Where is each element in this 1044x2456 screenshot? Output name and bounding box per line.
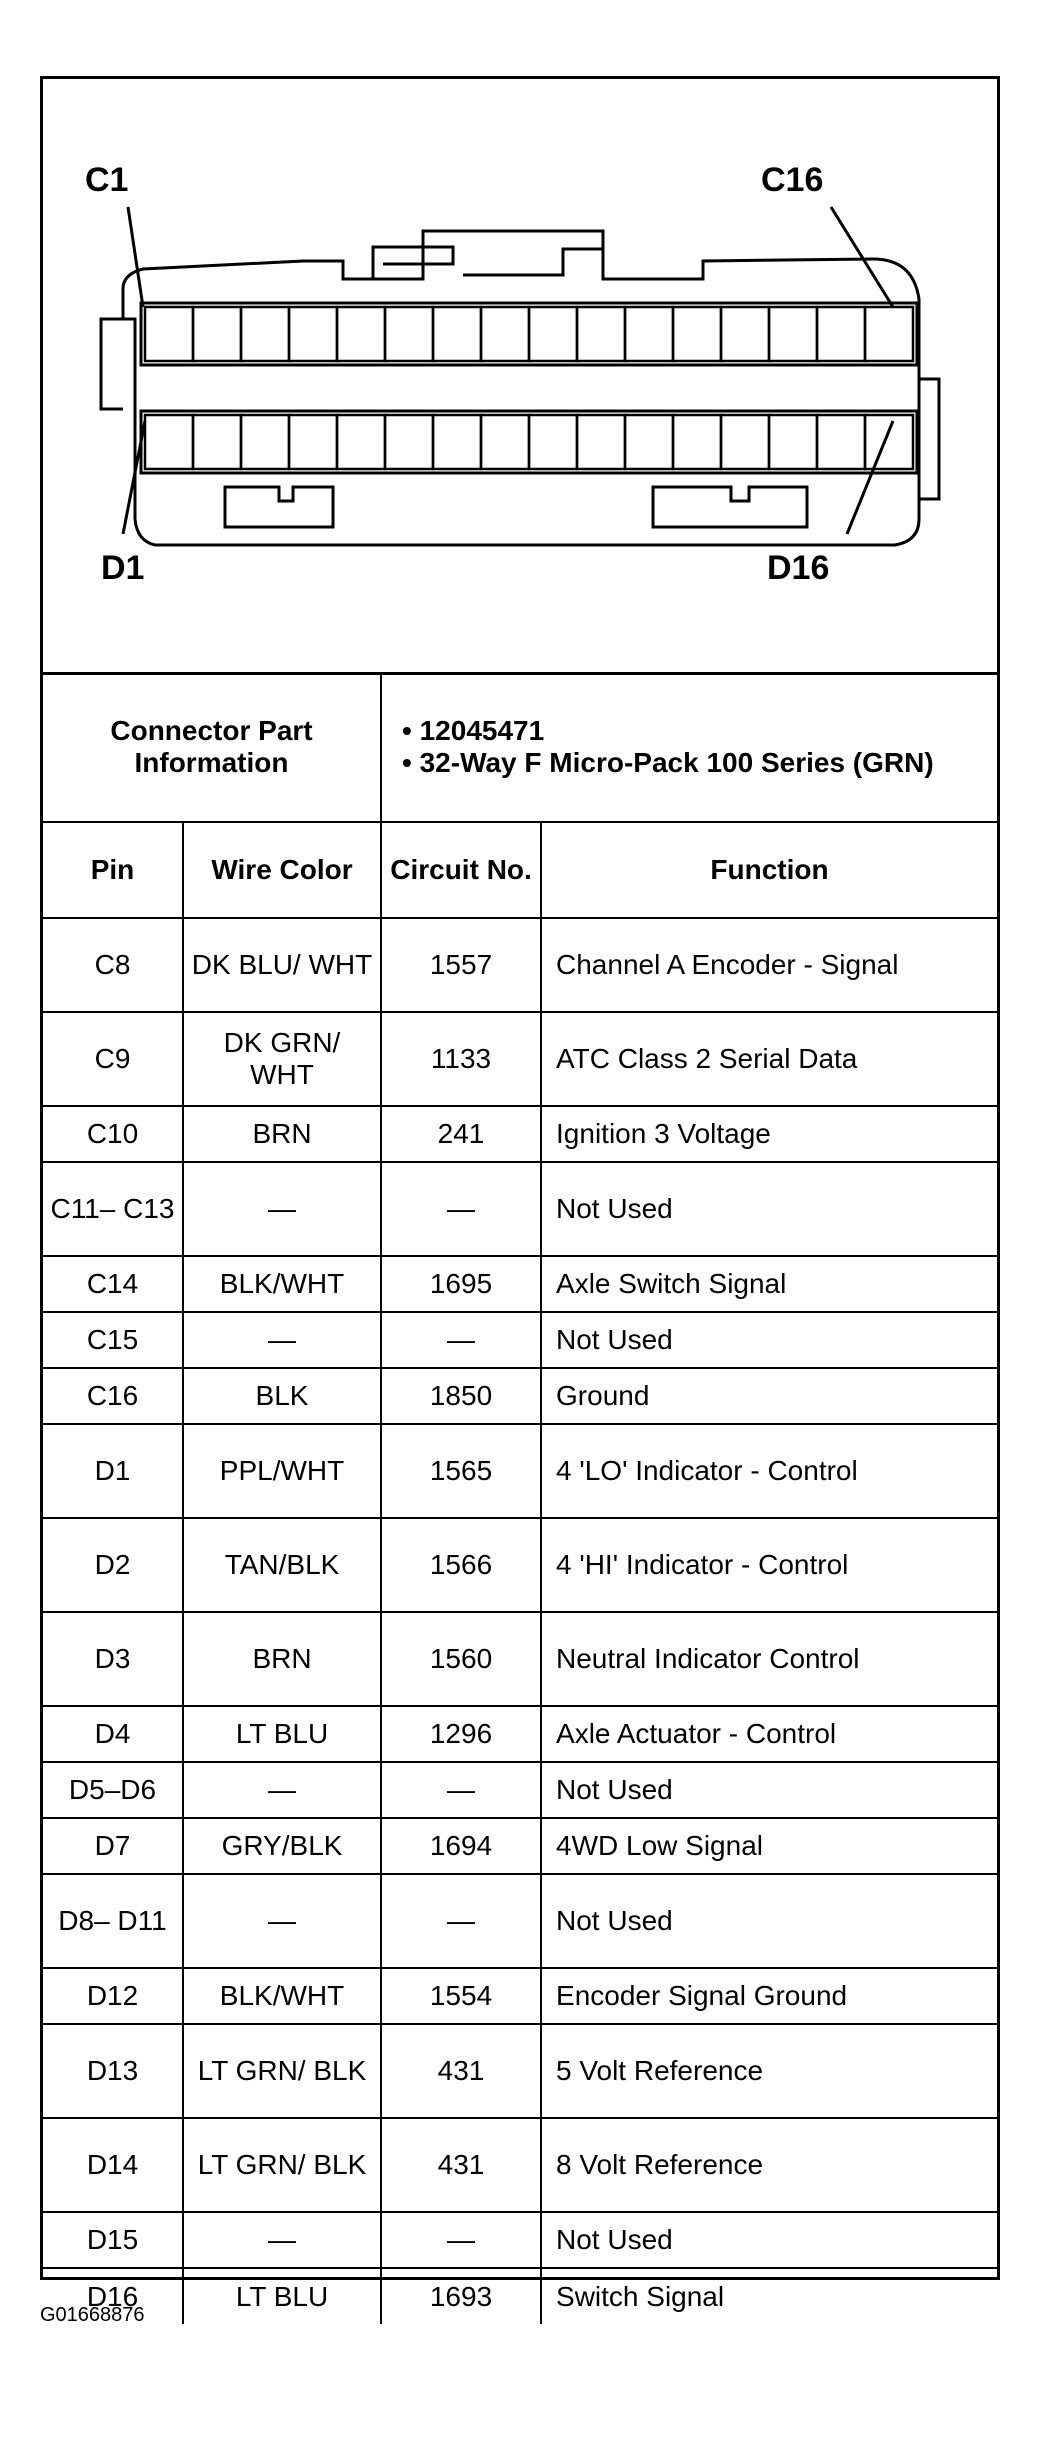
function-cell: Switch Signal <box>541 2268 997 2324</box>
table-row <box>43 1518 997 1612</box>
pin-d12-cavity <box>673 415 721 469</box>
circuit-cell: — <box>381 1162 541 1256</box>
pin-cell: C8 <box>43 918 183 1012</box>
wire-color-cell: — <box>183 1874 381 1968</box>
function-cell: Ignition 3 Voltage <box>541 1106 997 1162</box>
table-row <box>43 918 997 1012</box>
table-row <box>43 1424 997 1518</box>
pin-d5-cavity <box>337 415 385 469</box>
connector-body-outline <box>123 231 919 545</box>
pin-table <box>43 672 997 2324</box>
part-info-row <box>43 672 997 822</box>
header-wire-color: Wire Color <box>183 822 381 918</box>
pin-d7-cavity <box>433 415 481 469</box>
label-d1: D1 <box>101 549 145 587</box>
function-cell: ATC Class 2 Serial Data <box>541 1012 997 1106</box>
connector-key-left <box>225 487 333 527</box>
function-cell: Encoder Signal Ground <box>541 1968 997 2024</box>
pin-cell: C11– C13 <box>43 1162 183 1256</box>
circuit-cell: 1695 <box>381 1256 541 1312</box>
pin-d9-cavity <box>529 415 577 469</box>
table-row <box>43 2024 997 2118</box>
table-row <box>43 1368 997 1424</box>
wire-color-cell: PPL/WHT <box>183 1424 381 1518</box>
circuit-cell: 1557 <box>381 918 541 1012</box>
circuit-cell: 1693 <box>381 2268 541 2324</box>
pin-c6-cavity <box>385 307 433 361</box>
pin-c11-cavity <box>625 307 673 361</box>
pin-row-d <box>141 411 917 473</box>
leader-c16 <box>831 207 893 307</box>
pin-d3-cavity <box>241 415 289 469</box>
pin-d10-cavity <box>577 415 625 469</box>
pin-c7-cavity <box>433 307 481 361</box>
circuit-cell: 1560 <box>381 1612 541 1706</box>
connector-diagram <box>43 79 997 675</box>
wire-color-cell: — <box>183 1312 381 1368</box>
table-row <box>43 1874 997 1968</box>
wire-color-cell: GRY/BLK <box>183 1818 381 1874</box>
pin-cell: C10 <box>43 1106 183 1162</box>
pin-cell: D12 <box>43 1968 183 2024</box>
wire-color-cell: BLK/WHT <box>183 1256 381 1312</box>
pin-d8-cavity <box>481 415 529 469</box>
pin-cell: D2 <box>43 1518 183 1612</box>
table-row <box>43 2268 997 2324</box>
function-cell: Neutral Indicator Control <box>541 1612 997 1706</box>
table-row <box>43 1256 997 1312</box>
wire-color-cell: DK GRN/ WHT <box>183 1012 381 1106</box>
circuit-cell: 1554 <box>381 1968 541 2024</box>
table-row <box>43 1762 997 1818</box>
circuit-cell: 431 <box>381 2118 541 2212</box>
circuit-cell: 1694 <box>381 1818 541 1874</box>
wire-color-cell: DK BLU/ WHT <box>183 918 381 1012</box>
pin-c16-cavity <box>865 307 913 361</box>
pin-d4-cavity <box>289 415 337 469</box>
pin-cell: D14 <box>43 2118 183 2212</box>
connector-key-right <box>653 487 807 527</box>
circuit-cell: — <box>381 1312 541 1368</box>
table-row <box>43 1968 997 2024</box>
pin-cell: C14 <box>43 1256 183 1312</box>
connector-left-tab <box>101 319 123 409</box>
wire-color-cell: TAN/BLK <box>183 1518 381 1612</box>
function-cell: 4 'HI' Indicator - Control <box>541 1518 997 1612</box>
wire-color-cell: BRN <box>183 1612 381 1706</box>
circuit-cell: 1133 <box>381 1012 541 1106</box>
pin-c8-cavity <box>481 307 529 361</box>
pin-cell: C16 <box>43 1368 183 1424</box>
wire-color-cell: BRN <box>183 1106 381 1162</box>
pin-c15-cavity <box>817 307 865 361</box>
pin-cell: D3 <box>43 1612 183 1706</box>
function-cell: 5 Volt Reference <box>541 2024 997 2118</box>
pin-c12-cavity <box>673 307 721 361</box>
function-cell: Axle Actuator - Control <box>541 1706 997 1762</box>
pin-c14-cavity <box>769 307 817 361</box>
connector-face-drawing <box>43 79 997 672</box>
pin-cell: D8– D11 <box>43 1874 183 1968</box>
header-circuit: Circuit No. <box>381 822 541 918</box>
label-d16: D16 <box>767 549 830 587</box>
wire-color-cell: BLK/WHT <box>183 1968 381 2024</box>
table-row <box>43 2118 997 2212</box>
function-cell: Not Used <box>541 1874 997 1968</box>
function-cell: Not Used <box>541 1162 997 1256</box>
pin-d6-cavity <box>385 415 433 469</box>
pin-cell: D13 <box>43 2024 183 2118</box>
wire-color-cell: BLK <box>183 1368 381 1424</box>
table-row <box>43 1312 997 1368</box>
table-row <box>43 1706 997 1762</box>
function-cell: Ground <box>541 1368 997 1424</box>
pin-d11-cavity <box>625 415 673 469</box>
table-row <box>43 1106 997 1162</box>
wire-color-cell: LT GRN/ BLK <box>183 2118 381 2212</box>
function-cell: Axle Switch Signal <box>541 1256 997 1312</box>
pin-cell: C9 <box>43 1012 183 1106</box>
circuit-cell: — <box>381 1874 541 1968</box>
pin-d14-cavity <box>769 415 817 469</box>
part-info-list <box>381 672 997 822</box>
pin-cell: C15 <box>43 1312 183 1368</box>
part-description: • 32-Way F Micro-Pack 100 Series (GRN) <box>402 746 934 778</box>
circuit-cell: — <box>381 2212 541 2268</box>
circuit-cell: 241 <box>381 1106 541 1162</box>
label-c16: C16 <box>761 161 824 199</box>
wire-color-cell: LT BLU <box>183 2268 381 2324</box>
circuit-cell: 1850 <box>381 1368 541 1424</box>
pin-c9-cavity <box>529 307 577 361</box>
connector-sheet <box>40 76 1000 2312</box>
function-cell: Not Used <box>541 1762 997 1818</box>
wire-color-cell: — <box>183 1162 381 1256</box>
part-number: • 12045471 <box>402 714 545 746</box>
function-cell: 8 Volt Reference <box>541 2118 997 2212</box>
pin-row-c <box>141 303 917 365</box>
table-header <box>43 822 997 918</box>
function-cell: Not Used <box>541 1312 997 1368</box>
table-row <box>43 1162 997 1256</box>
pin-cell: D15 <box>43 2212 183 2268</box>
circuit-cell: — <box>381 1762 541 1818</box>
leader-c1 <box>128 207 143 307</box>
wire-color-cell: — <box>183 1762 381 1818</box>
pin-d16-cavity <box>865 415 913 469</box>
pin-cell: D7 <box>43 1818 183 1874</box>
pin-c3-cavity <box>241 307 289 361</box>
function-cell: 4WD Low Signal <box>541 1818 997 1874</box>
part-number-text: 12045471 <box>419 714 545 746</box>
pin-d15-cavity <box>817 415 865 469</box>
function-cell: Channel A Encoder - Signal <box>541 918 997 1012</box>
function-cell: 4 'LO' Indicator - Control <box>541 1424 997 1518</box>
leader-d16 <box>847 421 893 534</box>
wire-color-cell: — <box>183 2212 381 2268</box>
pin-d13-cavity <box>721 415 769 469</box>
pin-cell: D4 <box>43 1706 183 1762</box>
circuit-cell: 1566 <box>381 1518 541 1612</box>
figure-id: G01668876 <box>40 2304 145 2326</box>
label-c1: C1 <box>85 161 129 199</box>
connector-right-tab <box>919 379 939 499</box>
header-function: Function <box>541 822 997 918</box>
pin-d1-cavity <box>145 415 193 469</box>
connector-latch <box>373 247 603 279</box>
table-row <box>43 1818 997 1874</box>
table-row <box>43 1612 997 1706</box>
pin-c2-cavity <box>193 307 241 361</box>
circuit-cell: 1565 <box>381 1424 541 1518</box>
header-pin: Pin <box>43 822 183 918</box>
pin-c13-cavity <box>721 307 769 361</box>
pin-cell: D1 <box>43 1424 183 1518</box>
table-row <box>43 1012 997 1106</box>
wire-color-cell: LT BLU <box>183 1706 381 1762</box>
pin-c4-cavity <box>289 307 337 361</box>
part-description-text: 32-Way F Micro-Pack 100 Series (GRN) <box>419 746 934 778</box>
pin-c1-cavity <box>145 307 193 361</box>
part-info-label: Connector Part Information <box>43 672 381 822</box>
pin-c10-cavity <box>577 307 625 361</box>
circuit-cell: 431 <box>381 2024 541 2118</box>
pin-d2-cavity <box>193 415 241 469</box>
circuit-cell: 1296 <box>381 1706 541 1762</box>
table-row <box>43 2212 997 2268</box>
function-cell: Not Used <box>541 2212 997 2268</box>
pin-cell: D16 <box>43 2268 183 2324</box>
pin-c5-cavity <box>337 307 385 361</box>
pin-cell: D5–D6 <box>43 1762 183 1818</box>
wire-color-cell: LT GRN/ BLK <box>183 2024 381 2118</box>
